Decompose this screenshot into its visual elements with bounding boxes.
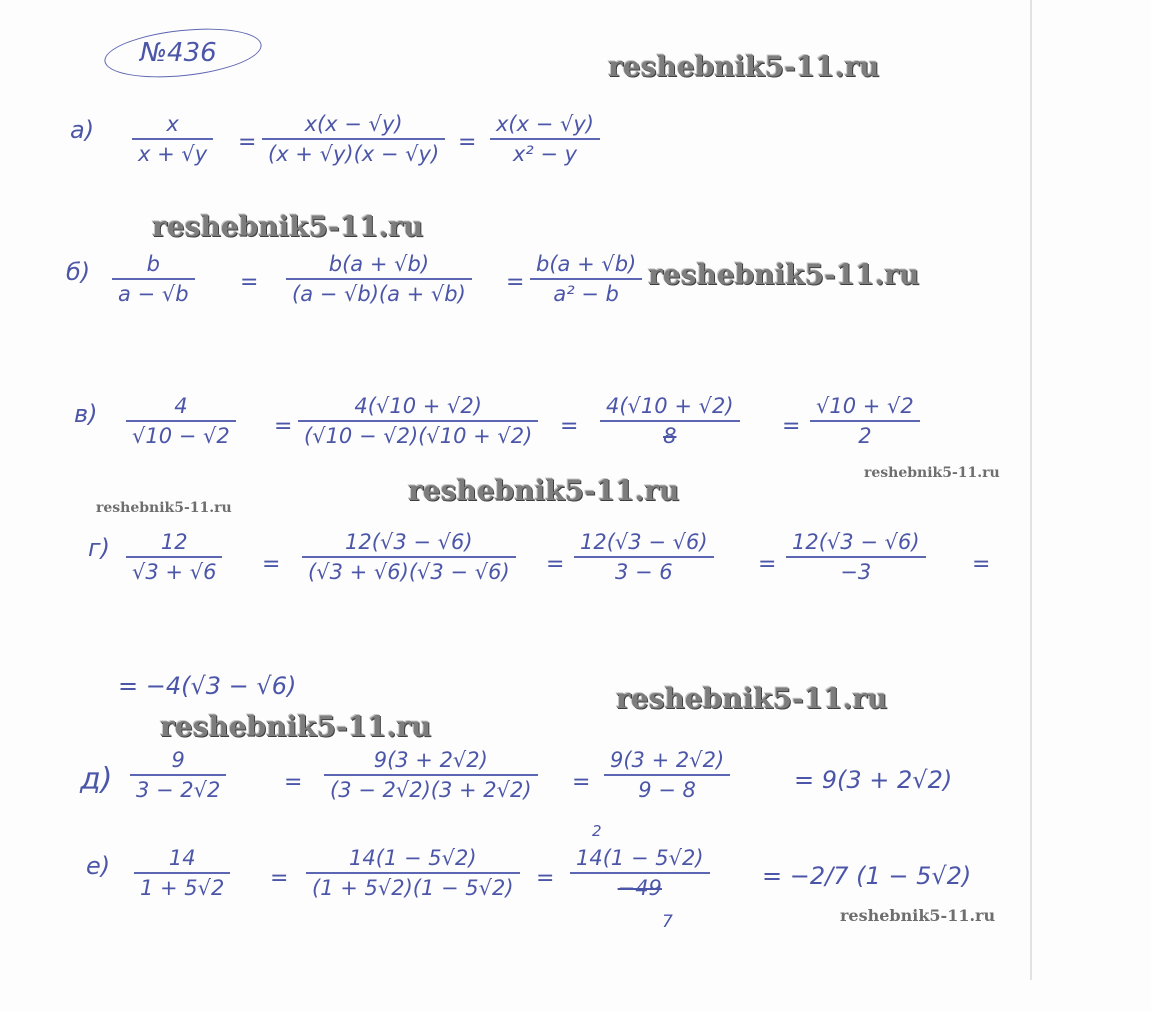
numerator: 9	[171, 748, 185, 772]
row-a-fraction-2	[262, 112, 445, 166]
numerator: x(x − √y)	[496, 112, 594, 136]
watermark: reshebnik5-11.ru	[616, 682, 888, 715]
equals-sign: =	[240, 270, 259, 295]
row-a-fraction-3	[490, 112, 600, 166]
row-v-fraction-4	[810, 394, 920, 448]
row-b-fraction-3	[530, 252, 642, 306]
denominator: x² − y	[512, 142, 578, 166]
denominator: (3 − 2√2)(3 + 2√2)	[330, 778, 532, 802]
denominator: (a − √b)(a + √b)	[292, 282, 466, 306]
denominator: 2	[858, 424, 872, 448]
watermark: reshebnik5-11.ru	[840, 906, 996, 925]
row-a-fraction-1	[132, 112, 213, 166]
equals-sign: =	[758, 552, 777, 577]
equals-sign: =	[546, 552, 565, 577]
row-g-fraction-3	[574, 530, 714, 584]
row-e-fraction-3	[570, 846, 710, 900]
denominator: a² − b	[553, 282, 619, 306]
page-fold-line	[1030, 0, 1032, 980]
row-b-fraction-1	[112, 252, 195, 306]
denominator: 3 − 2√2	[136, 778, 221, 802]
denominator: 9 − 8	[638, 778, 696, 802]
numerator: 14(1 − 5√2)	[349, 846, 477, 870]
equals-sign: =	[238, 130, 257, 155]
row-e-fraction-1	[134, 846, 230, 900]
numerator: b(a + √b)	[536, 252, 637, 276]
numerator: b(a + √b)	[328, 252, 430, 276]
row-d-result: = 9(3 + 2√2)	[794, 766, 953, 794]
denominator: √10 − √2	[132, 424, 230, 448]
row-a-label: а)	[70, 116, 95, 144]
row-v-fraction-2	[298, 394, 538, 448]
row-v-fraction-1	[126, 394, 236, 448]
row-d-fraction-1	[130, 748, 226, 802]
row-e-result: = −2/7 (1 − 5√2)	[762, 862, 972, 890]
equals-sign: =	[572, 770, 591, 795]
denominator: a − √b	[118, 282, 189, 306]
watermark: reshebnik5-11.ru	[160, 710, 432, 743]
numerator: √10 + √2	[816, 394, 914, 418]
row-d-fraction-2	[324, 748, 538, 802]
denominator: 1 + 5√2	[140, 876, 225, 900]
row-g-fraction-1	[126, 530, 222, 584]
numerator: x	[166, 112, 179, 136]
equals-sign: =	[536, 866, 555, 891]
numerator: 12(√3 − √6)	[345, 530, 473, 554]
numerator: 12	[160, 530, 188, 554]
problem-number: №436	[140, 38, 217, 68]
numerator: b	[146, 252, 160, 276]
row-d-fraction-3	[604, 748, 730, 802]
denominator: √3 + √6	[132, 560, 217, 584]
numerator: x(x − √y)	[304, 112, 403, 136]
denominator: x + √y	[138, 142, 208, 166]
equals-sign: =	[972, 552, 991, 577]
numerator: 4(√10 + √2)	[354, 394, 482, 418]
watermark: reshebnik5-11.ru	[608, 50, 880, 83]
watermark: reshebnik5-11.ru	[648, 258, 920, 291]
numerator: 4	[174, 394, 188, 418]
row-g-fraction-2	[302, 530, 516, 584]
row-g-label: г)	[88, 534, 110, 562]
watermark: reshebnik5-11.ru	[864, 465, 1000, 481]
row-e-label: е)	[86, 852, 111, 880]
denominator: (1 + 5√2)(1 − 5√2)	[312, 876, 514, 900]
row-g-result: = −4(√3 − √6)	[118, 672, 297, 700]
numerator: 14(1 − 5√2)	[576, 846, 704, 870]
equals-sign: =	[284, 770, 303, 795]
row-v-label: в)	[74, 400, 98, 428]
watermark: reshebnik5-11.ru	[408, 474, 680, 507]
row-e-cancel-mark-top: 2	[592, 822, 602, 840]
numerator: 12(√3 − √6)	[580, 530, 708, 554]
equals-sign: =	[458, 130, 477, 155]
denominator: −49	[617, 876, 662, 900]
row-e-cancel-mark-bottom: 7	[662, 912, 673, 932]
numerator: 9(3 + 2√2)	[610, 748, 725, 772]
equals-sign: =	[506, 270, 525, 295]
equals-sign: =	[274, 414, 293, 439]
equals-sign: =	[782, 414, 801, 439]
watermark: reshebnik5-11.ru	[152, 210, 424, 243]
row-b-fraction-2	[286, 252, 472, 306]
equals-sign: =	[270, 866, 289, 891]
denominator: (√10 − √2)(√10 + √2)	[304, 424, 533, 448]
denominator: −3	[840, 560, 872, 584]
numerator: 4(√10 + √2)	[606, 394, 734, 418]
numerator: 12(√3 − √6)	[792, 530, 920, 554]
watermark: reshebnik5-11.ru	[96, 500, 232, 516]
denominator: (x + √y)(x − √y)	[268, 142, 440, 166]
row-b-label: б)	[66, 258, 91, 286]
denominator: 8	[663, 424, 677, 448]
equals-sign: =	[262, 552, 281, 577]
row-v-fraction-3	[600, 394, 740, 448]
denominator: 3 − 6	[614, 560, 673, 584]
numerator: 14	[168, 846, 196, 870]
numerator: 9(3 + 2√2)	[373, 748, 488, 772]
row-d-label: д)	[80, 762, 113, 797]
row-e-fraction-2	[306, 846, 520, 900]
row-g-fraction-4	[786, 530, 926, 584]
denominator: (√3 + √6)(√3 − √6)	[308, 560, 510, 584]
equals-sign: =	[560, 414, 579, 439]
